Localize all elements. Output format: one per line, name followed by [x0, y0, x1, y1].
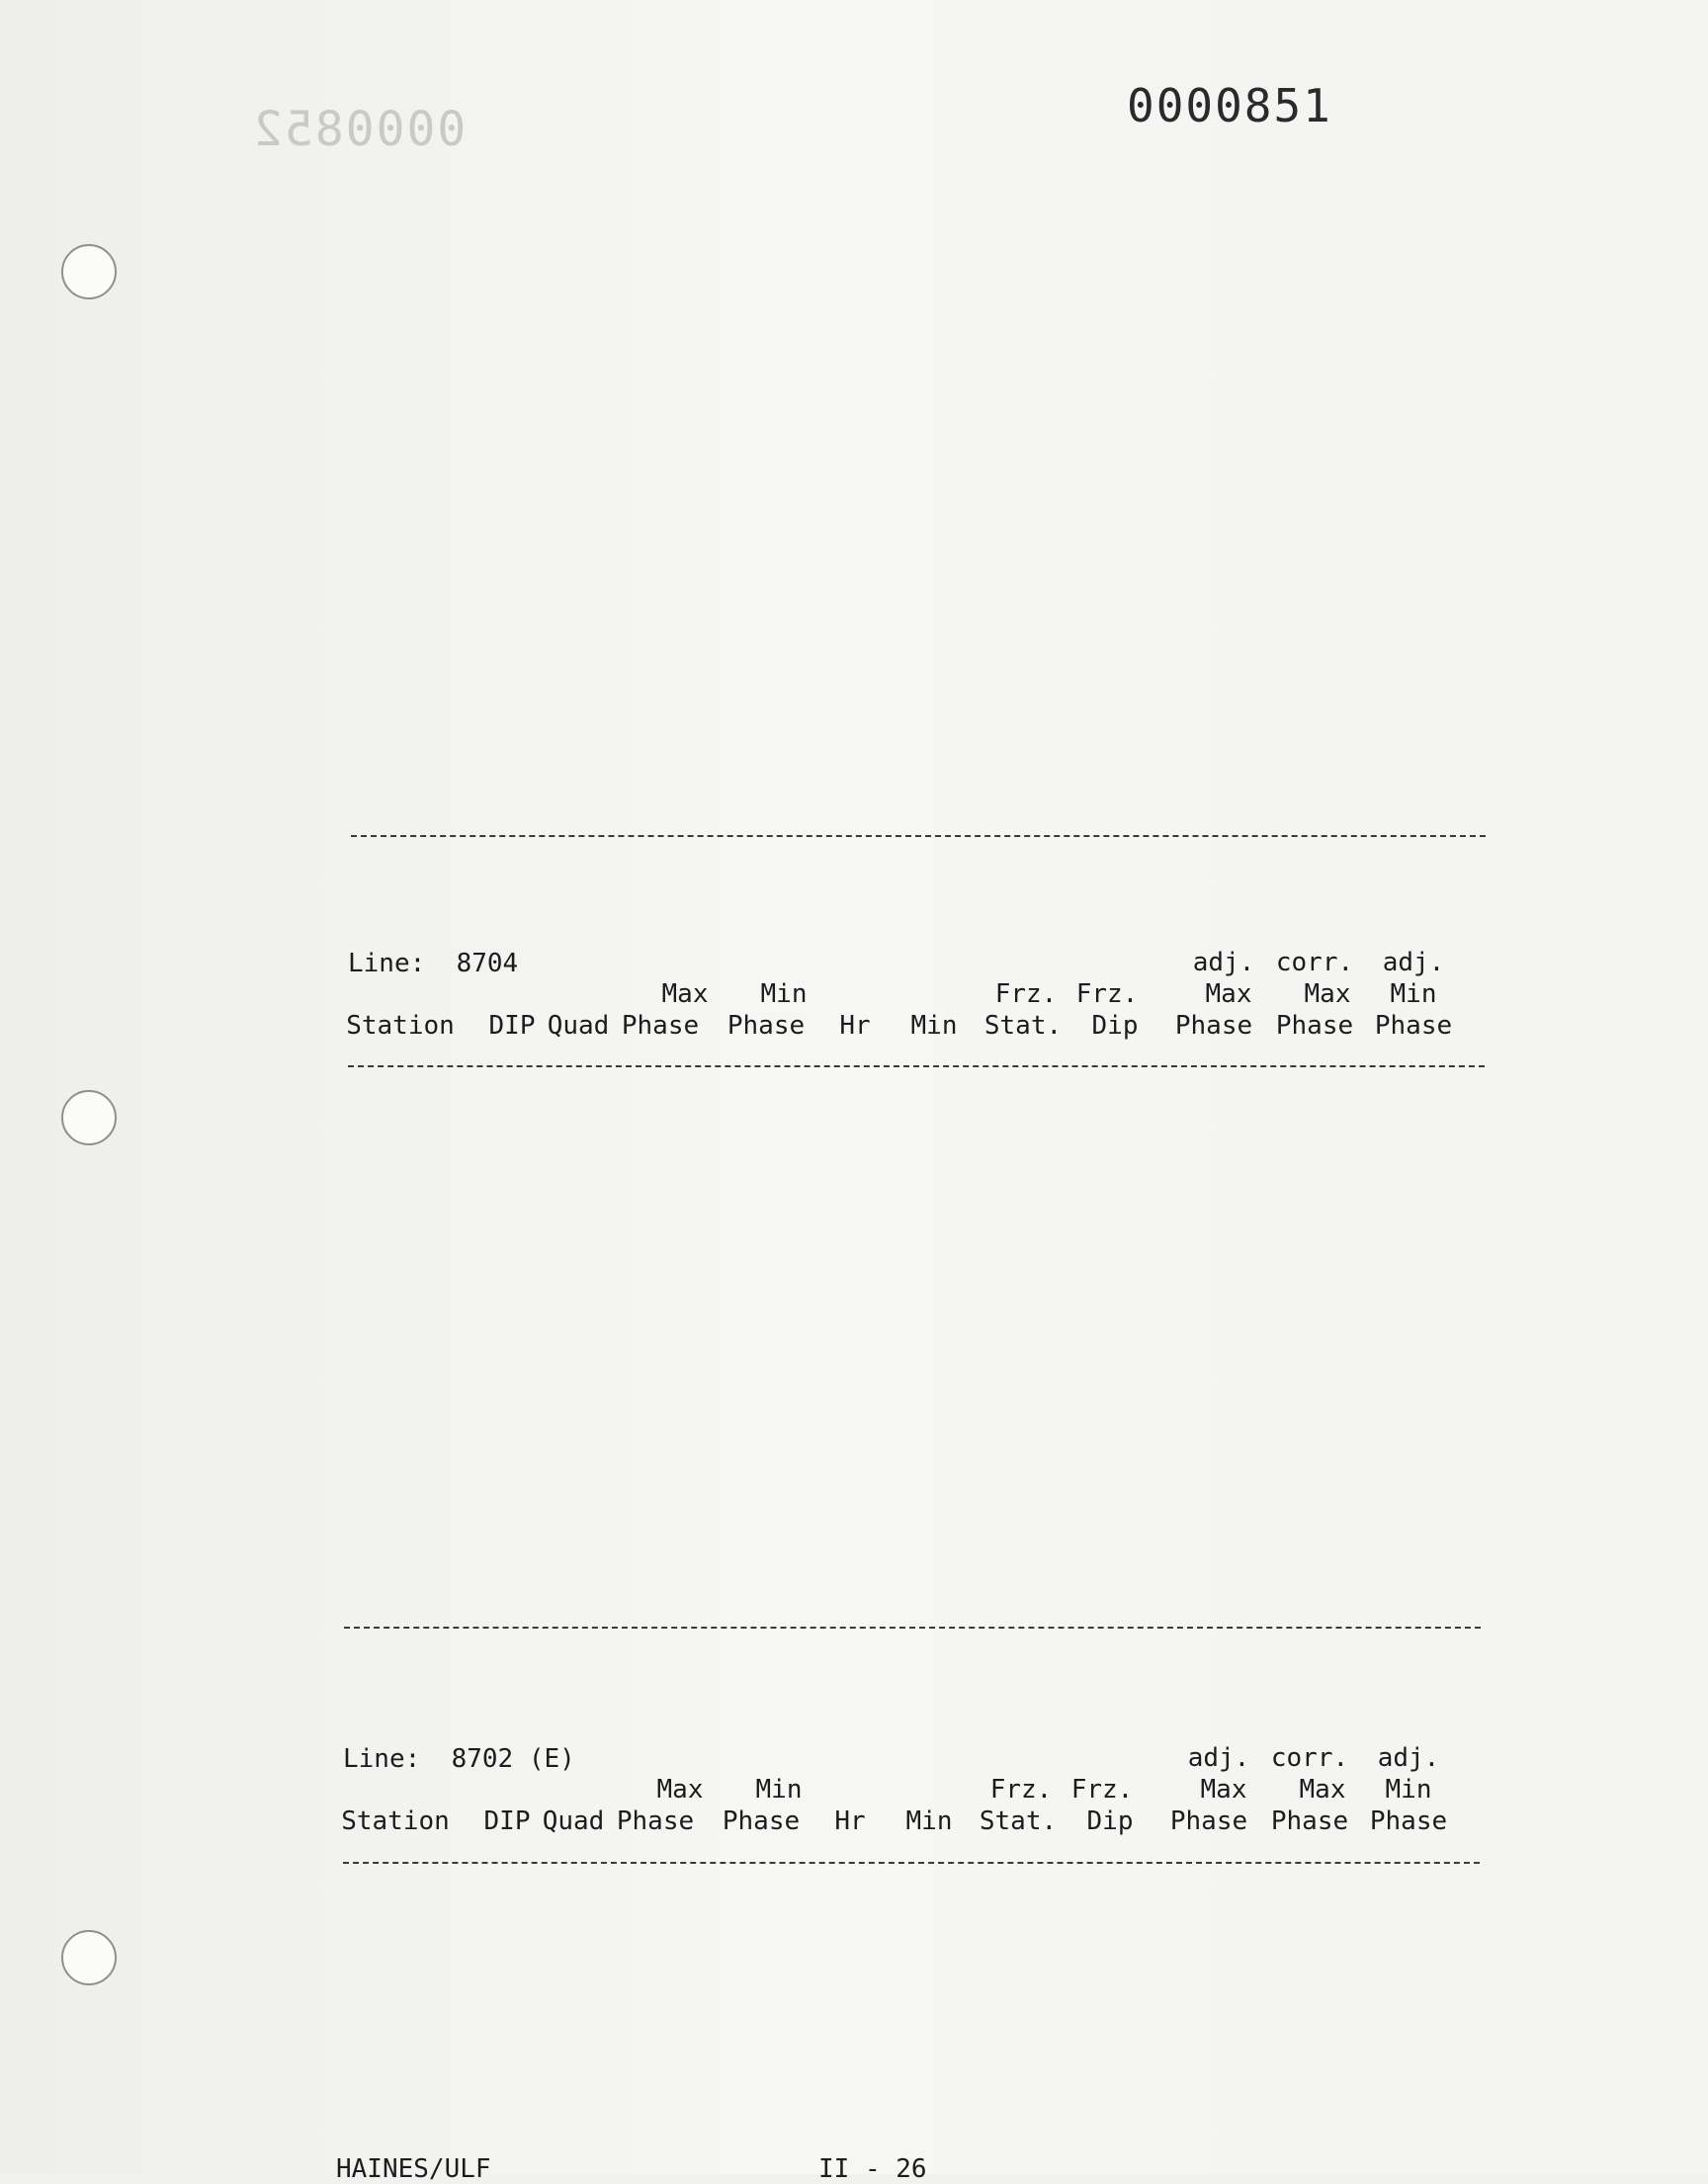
column-header: Stat. — [979, 1806, 1058, 1836]
footer-left: HAINES/ULF — [336, 2154, 491, 2184]
punch-hole — [61, 244, 117, 299]
header-row — [0, 946, 1708, 979]
line-label: Line: 8704 — [348, 949, 519, 978]
header-row — [0, 1009, 1708, 1043]
column-header: adj. — [1192, 948, 1255, 977]
column-header: corr. — [1275, 948, 1354, 977]
column-header: Min — [755, 1775, 803, 1805]
header-row — [0, 1805, 1703, 1838]
column-header: Phase — [1374, 1011, 1453, 1041]
column-header: corr. — [1270, 1743, 1349, 1773]
column-header: Max — [1304, 979, 1351, 1009]
header-row — [0, 977, 1708, 1011]
column-header: Phase — [1169, 1806, 1248, 1836]
column-header: Phase — [1270, 1806, 1349, 1836]
column-header: Min — [760, 979, 808, 1009]
column-header: Max — [1200, 1775, 1247, 1805]
punch-hole — [61, 1930, 117, 1985]
punch-hole — [61, 1090, 117, 1145]
column-header: Hr — [839, 1011, 871, 1041]
column-header: Max — [1299, 1775, 1346, 1805]
column-header: Phase — [616, 1806, 695, 1836]
column-header: Station — [341, 1806, 450, 1836]
dashed-rule — [348, 1065, 1485, 1067]
column-header: Phase — [1369, 1806, 1448, 1836]
column-header: Hr — [834, 1806, 866, 1836]
column-header: Frz. — [989, 1775, 1053, 1805]
dashed-rule — [351, 835, 1486, 837]
footer-right: II - 26 — [818, 2154, 927, 2184]
column-header: Frz. — [1075, 979, 1139, 1009]
column-header: adj. — [1187, 1743, 1250, 1773]
column-header: Frz. — [994, 979, 1058, 1009]
column-header: Quad — [547, 1011, 610, 1041]
line-label: Line: 8702 (E) — [343, 1744, 575, 1774]
column-header: Station — [346, 1011, 455, 1041]
column-header: Min — [1385, 1775, 1432, 1805]
column-header: Phase — [1174, 1011, 1253, 1041]
column-header: DIP — [483, 1806, 531, 1836]
column-header: Max — [1205, 979, 1252, 1009]
column-header: Phase — [722, 1806, 801, 1836]
column-header: DIP — [488, 1011, 536, 1041]
column-header: Phase — [726, 1011, 806, 1041]
column-header: Min — [1390, 979, 1437, 1009]
bleed-through-page-number: 0000852 — [252, 102, 467, 157]
column-header: Min — [910, 1011, 958, 1041]
column-header: Stat. — [983, 1011, 1063, 1041]
document-number: 0000851 — [1127, 79, 1332, 132]
header-row — [0, 1741, 1703, 1775]
column-header: Max — [661, 979, 709, 1009]
dashed-rule — [343, 1862, 1480, 1864]
column-header: Max — [656, 1775, 704, 1805]
column-header: Quad — [542, 1806, 605, 1836]
dashed-rule — [344, 1627, 1481, 1629]
column-header: Dip — [1091, 1011, 1139, 1041]
column-header: adj. — [1382, 948, 1445, 977]
column-header: Frz. — [1070, 1775, 1134, 1805]
column-header: Min — [905, 1806, 953, 1836]
header-row — [0, 1773, 1703, 1806]
column-header: Phase — [1275, 1011, 1354, 1041]
column-header: Dip — [1086, 1806, 1134, 1836]
column-header: Phase — [621, 1011, 700, 1041]
column-header: adj. — [1377, 1743, 1440, 1773]
